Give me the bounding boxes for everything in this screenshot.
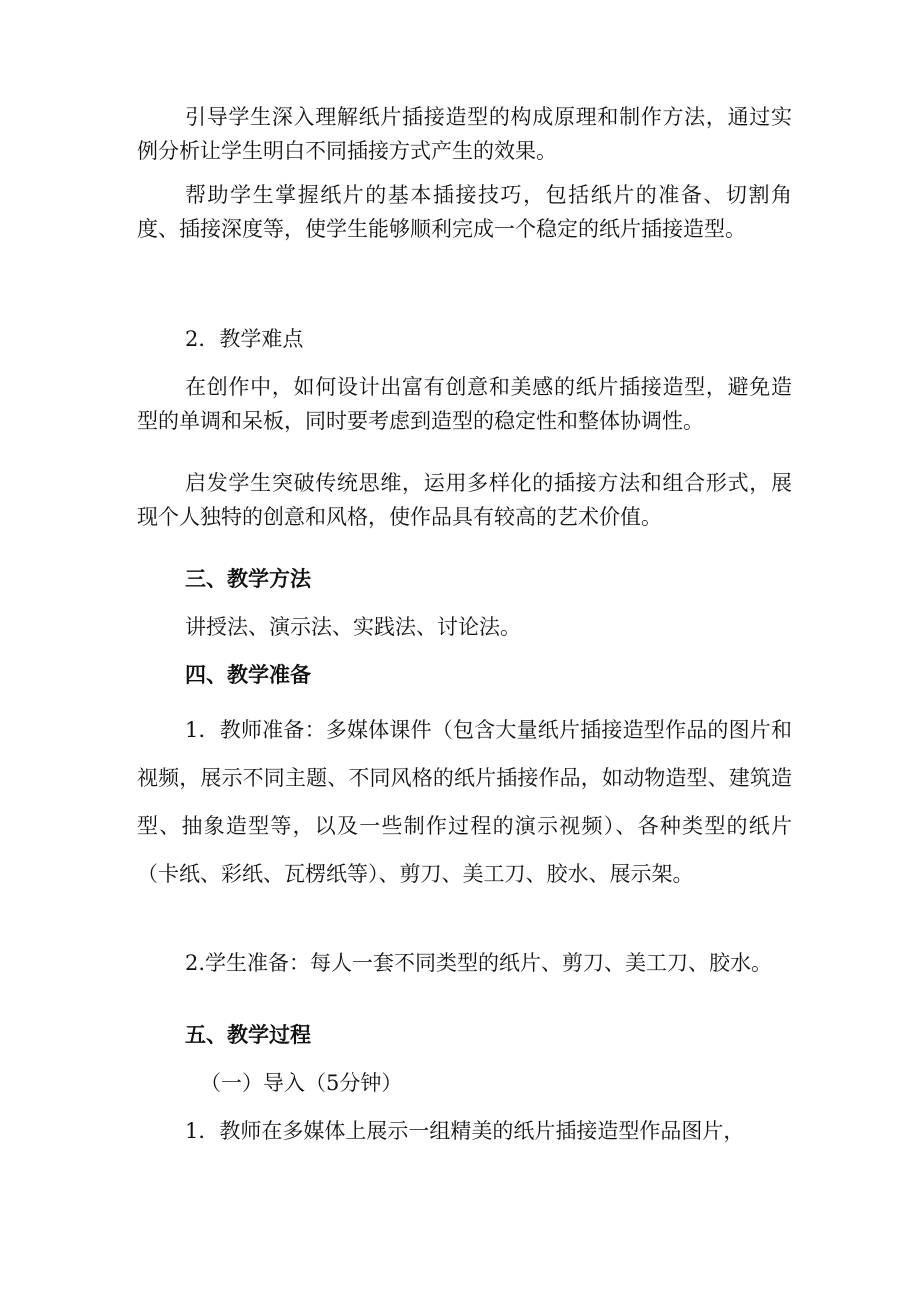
paragraph-creative-design: 在创作中，如何设计出富有创意和美感的纸片插接造型，避免造型的单调和呆板，同时要考虑到造型的稳定性和整体协调性。	[137, 375, 792, 433]
paragraph-understanding: 引导学生深入理解纸片插接造型的构成原理和制作方法，通过实例分析让学生明白不同插接方式产生的效果。	[137, 105, 792, 163]
paragraph-break-tradition: 启发学生突破传统思维，运用多样化的插接方法和组合形式，展现个人独特的创意和风格，使作品具有较高的艺术价值。	[137, 471, 792, 529]
paragraph-methods-list: 讲授法、演示法、实践法、讨论法。	[185, 615, 521, 639]
heading-teaching-methods: 三、教学方法	[185, 566, 311, 591]
paragraph-student-preparation: 2.学生准备：每人一套不同类型的纸片、剪刀、美工刀、胶水。	[185, 951, 773, 975]
heading-teaching-process: 五、教学过程	[185, 1022, 311, 1047]
paragraph-techniques: 帮助学生掌握纸片的基本插接技巧，包括纸片的准备、切割角度、插接深度等，使学生能够顺利完成一个稳定的纸片插接造型。	[137, 183, 792, 241]
paragraph-teacher-shows-images: 1．教师在多媒体上展示一组精美的纸片插接造型作品图片，	[185, 1119, 745, 1143]
paragraph-teacher-preparation: 1．教师准备：多媒体课件（包含大量纸片插接造型作品的图片和视频，展示不同主题、不同风格的纸片插接作品，如动物造型、建筑造型、抽象造型等，以及一些制作过程的演示视频）、各种类型的纸片（卡纸、彩纸、瓦楞纸等）、剪刀、美工刀、胶水、展示架。	[137, 718, 792, 886]
section-label-difficulty: 2．教学难点	[185, 327, 304, 351]
heading-teaching-preparation: 四、教学准备	[185, 662, 311, 687]
subheading-introduction: （一）导入（5分钟）	[200, 1071, 403, 1095]
